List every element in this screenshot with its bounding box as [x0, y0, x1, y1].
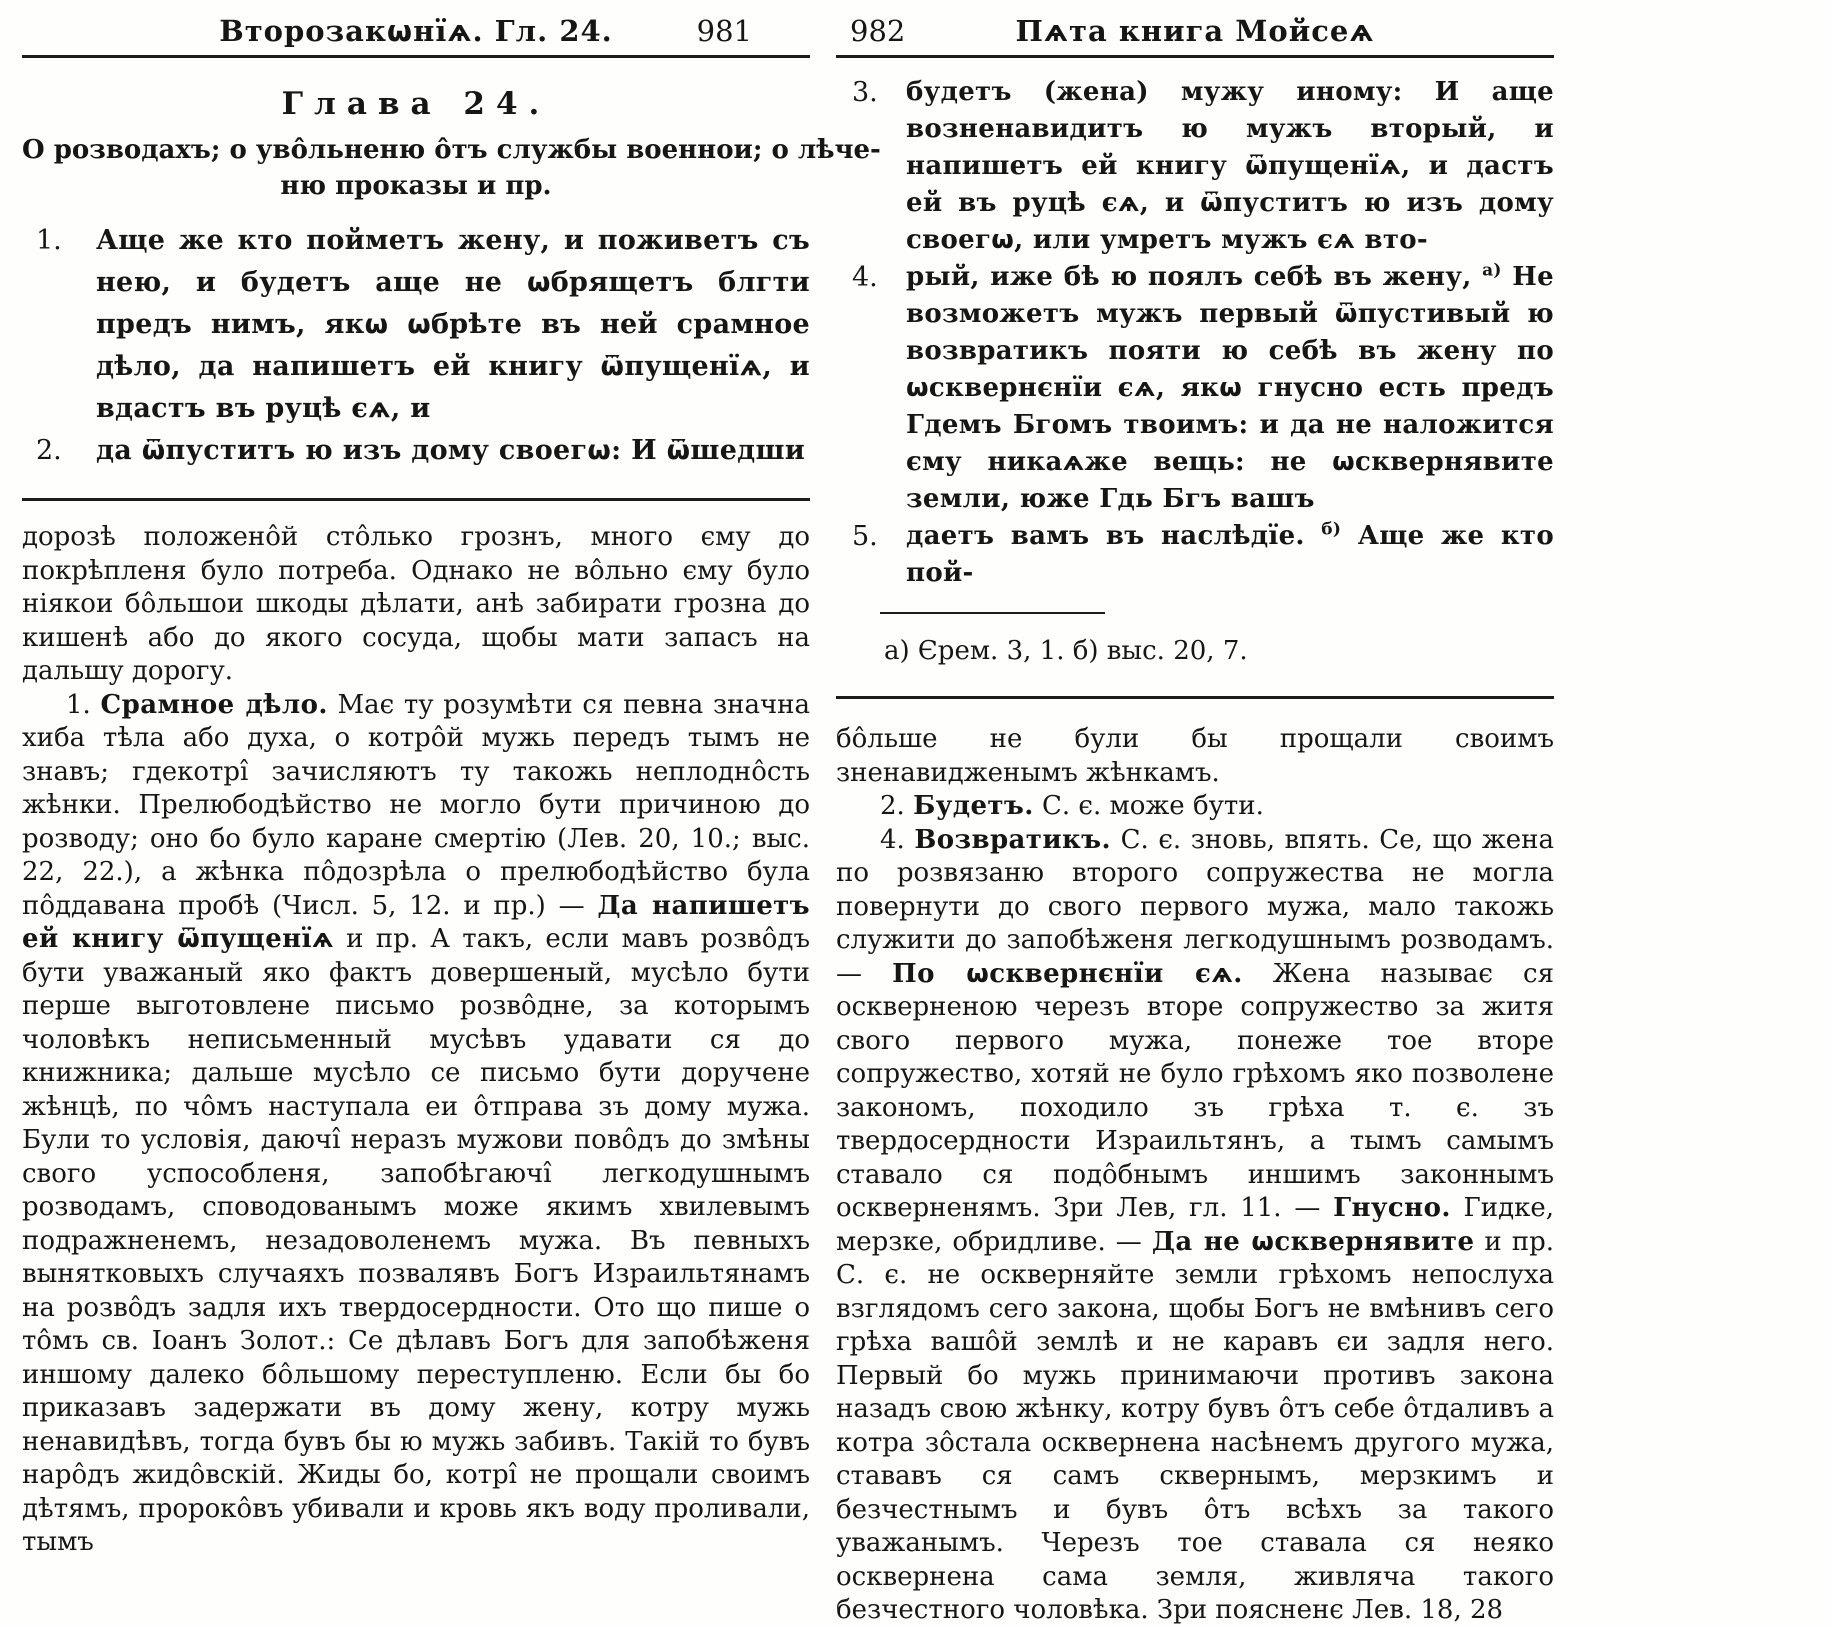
lemma: Гнусно.	[1333, 1193, 1451, 1223]
text-segment: 4.	[880, 824, 915, 855]
verse-text	[906, 518, 1554, 592]
right-verse-block	[836, 74, 1554, 592]
right-page-number: 982	[850, 14, 906, 48]
text-segment: 1.	[66, 689, 101, 720]
verse-row-5	[836, 518, 1554, 592]
chapter-subtitle	[22, 132, 881, 204]
text-segment: Аще же кто пойметъ жену, и поживетъ съ нею, и будетъ аще не ѡбрящетъ блгти предъ нимъ, якѡ ѡбрѣте въ ней срамное дѣло, да напишетъ ей книгу ѿпущенїѧ, и вдастъ въ руцѣ єѧ, и	[96, 225, 810, 424]
text-segment: дорозѣ положенôй стôлько грознъ, много єму до покрѣпленя було потреба. Однако не вôльно єму було ніякои бôльшои шкоды дѣлати, анѣ забирати грозна до кишенѣ або до якого сосуда, щобы мати запасъ на дальшу дорогу.	[22, 522, 810, 686]
verse-row-2	[22, 430, 810, 472]
left-running-title: Второзакѡнїѧ. Гл. 24.	[219, 14, 613, 48]
text-segment: Гидке, мерзке, обридливе. —	[836, 1193, 1555, 1257]
left-verse-block	[22, 220, 810, 472]
lemma: Да напишетъ ей книгу ѿпущенїѧ	[22, 890, 810, 954]
text-segment: да ѿпуститъ ю изъ дому своегѡ: И ѿшедши	[96, 435, 806, 466]
left-section-rule	[22, 498, 810, 501]
footnote-marker-b: б)	[1321, 519, 1342, 540]
text-segment: С. є. зновь, впять. Се, що жена по розвязаню второго сопружества не могла повернути до свого первого мужа, мало такожь служити до запобѣженя легкодушнымъ розводамъ. —	[836, 824, 1554, 989]
lemma: Срамное дѣло.	[100, 689, 328, 720]
text-segment: Має ту розумѣти ся певна значна хиба тѣла або духа, о котрôй мужь передъ тымъ не знавъ; гдекотрî зачисляютъ ту такожь неплоднôсть жѣнки. Прелюбодѣйство не могло бути причиною до розводу; оно бо було каране смертію (Лев. 20, 10.; выс. 22, 22.), а жѣнка пôдозрѣла о прелюбодѣйство була пôддавана пробѣ (Числ. 5, 12. и пр.) —	[22, 689, 811, 921]
text-segment: и пр. А такъ, если мавъ розвôдъ бути уважаный яко фактъ довершеный, мусѣло бути перше выготовлене письмо розвôдне, за которымъ чоловѣкъ неписьменный мусѣвъ удавати ся до книжника; дальше мусѣло се письмо бути доручене жѣнцѣ, по чôмъ наступала еи ôтправа зъ дому мужа. Були то условія, даючî неразъ мужови повôдъ до змѣны свого успособленя, запобѣгаючî легкодушнымъ розводамъ, споводованымъ може якимъ хвилевымъ подражненемъ, незадоволенемъ мужа. Въ певныхъ вынятковыхъ случаяхъ позвалявъ Богъ Израильтянамъ на розвôдъ задля ихъ твердосердности. Ото що пише о тôмъ св. Іоанъ Золот.: Се дѣлавъ Богъ для запобѣженя иншому далеко бôльшому переступленю. Если бы бо приказавъ задержати въ дому жену, котру мужь ненавидѣвъ, тогда бувъ бы ю мужь забивъ. Такій то бувъ нарôдъ жидôвскій. Жиды бо, котрî не прощали своимъ дѣтямъ, пророкôвъ убивали и кровь якъ воду проливали, тымъ	[22, 924, 810, 1557]
right-section-rule	[836, 696, 1554, 699]
lemma: Возвратикъ.	[914, 824, 1111, 855]
text-segment: даетъ вамъ въ наслѣдїе.	[906, 521, 1322, 551]
commentary-paragraph	[22, 521, 810, 689]
lemma: Да не ѡсквернявите	[1151, 1226, 1475, 1257]
subtitle-line: ню проказы и пр.	[280, 171, 552, 201]
text-segment: рый, иже бѣ ю поялъ себѣ въ жену,	[906, 262, 1483, 292]
lemma: Будетъ.	[913, 791, 1034, 821]
verse-number: 1.	[36, 225, 62, 256]
text-segment: Жена называє ся оскверненою черезъ вторе сопружество за житя свого первого мужа, понеже тое вторе сопружество, хотяй не було грѣхомъ яко позволене закономъ, походило зъ грѣха т. є. зъ твердосердности Израильтянъ, а тымъ самымъ ставало ся подôбнымъ иншимъ законнымъ оскверненямъ. Зри Лев, гл. 11. —	[836, 958, 1555, 1223]
text-segment: и пр. С. є. не оскверняйте земли грѣхомъ непослуха взглядомъ сего закона, щобы Богъ не вмѣнивъ сего грѣха вашôй землѣ и не каравъ єи задля него. Первый бо мужь принимаючи противъ закона назадъ свою жѣнку, котру бувъ ôтъ себе ôтдаливъ а котра зôстала осквернена насѣнемъ другого мужа, стававъ ся самъ сквернымъ, мерзкимъ и безчестнымъ и бувъ ôтъ всѣхъ за такого уважанымъ. Черезъ тое ставала ся неяко осквернена сама земля, живляча такого безчестного чоловѣка. Зри поясненє Лев. 18, 28	[836, 1226, 1554, 1625]
commentary-paragraph	[836, 790, 1554, 824]
verse-text	[96, 220, 810, 430]
commentary-paragraph	[836, 824, 1554, 1628]
left-commentary	[22, 521, 810, 1560]
right-page	[836, 0, 1554, 1628]
footnote: а) Єрем. 3, 1. б) выс. 20, 7.	[884, 636, 1248, 666]
right-commentary	[836, 723, 1554, 1628]
text-segment: Не возможетъ мужъ первый ѿпустивый ю возвратикъ пояти ю себѣ въ жену по ѡсквернєнїи єѧ, якѡ гнусно есть предъ Гдемъ Бгомъ твоимъ: и да не наложится єму никаѧже вещь: не ѡсквернявите земли, юже Гдь Бгъ вашъ	[906, 262, 1554, 514]
text-segment: Аще же кто пой-	[906, 521, 1554, 588]
footnote-marker-a: а)	[1482, 260, 1502, 281]
verse-text	[906, 74, 1554, 259]
text-segment: С. є. може бути.	[1033, 791, 1264, 821]
lemma: По ѡсквернєнїи єѧ.	[892, 958, 1243, 989]
text-segment: 2.	[880, 791, 914, 821]
verse-number: 4.	[852, 262, 878, 293]
verse-row-4	[836, 259, 1554, 518]
chapter-heading: Глава 24.	[281, 86, 551, 122]
right-running-header	[836, 10, 1554, 52]
right-header-rule	[836, 55, 1554, 58]
verse-row-3	[836, 74, 1554, 259]
text-segment: будетъ (жена) мужу иному: И аще возненавидитъ ю мужъ вторый, и напишетъ ей книгу ѿпущенїѧ, и дастъ ей въ руцѣ єѧ, и ѿпуститъ ю изъ дому своегѡ, или умретъ мужъ єѧ вто-	[906, 77, 1554, 255]
verse-number: 2.	[36, 435, 62, 466]
text-segment: бôльше не були бы прощали своимъ зненавидженымъ жѣнкамъ.	[836, 724, 1554, 788]
commentary-paragraph	[22, 689, 810, 1560]
footnote-rule	[880, 612, 1105, 614]
left-running-header	[22, 10, 810, 52]
commentary-paragraph	[836, 723, 1554, 790]
verse-row-1	[22, 220, 810, 430]
left-header-rule	[22, 55, 810, 58]
verse-text	[96, 430, 810, 472]
verse-number: 3.	[852, 77, 878, 108]
right-running-title: Пѧта книга Мойсеѧ	[1015, 14, 1375, 48]
subtitle-line: О розводахъ; о увôльненю ôтъ службы военнои; о лѣче-	[22, 135, 881, 165]
verse-number: 5.	[852, 521, 878, 552]
left-page-number: 981	[696, 14, 752, 48]
verse-text	[906, 259, 1554, 518]
